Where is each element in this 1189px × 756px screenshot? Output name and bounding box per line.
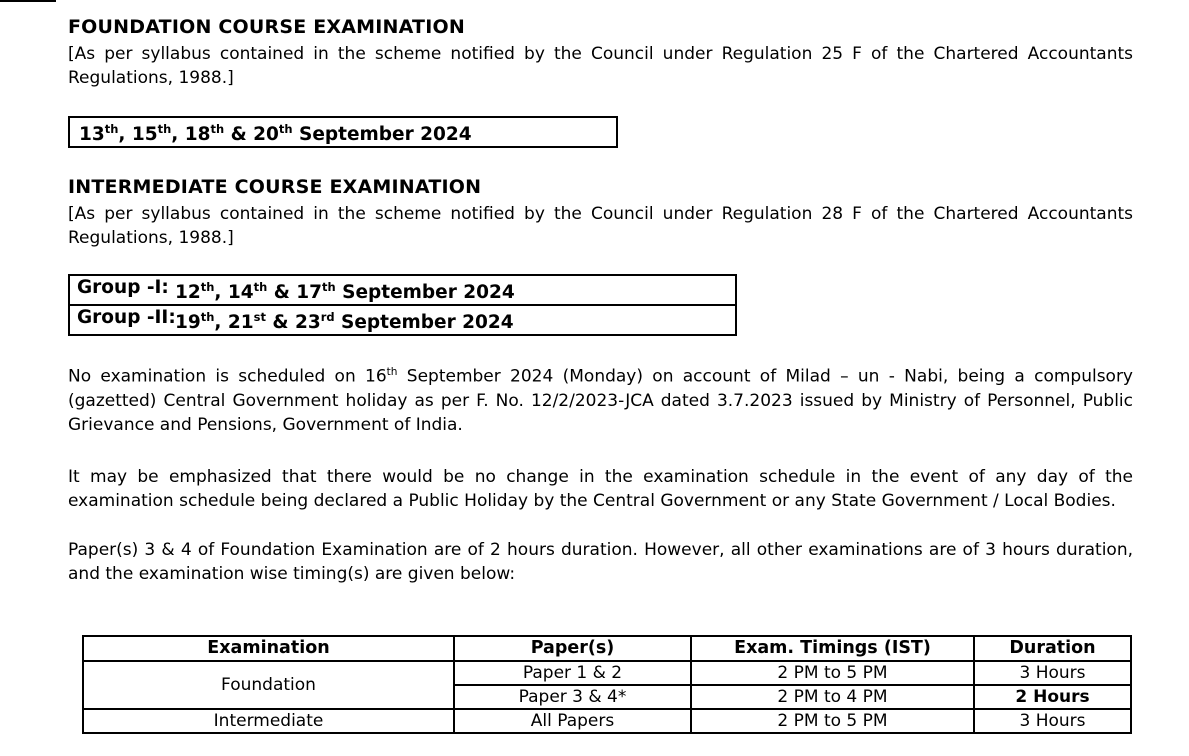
cell-duration-row1: 3 Hours [974,661,1131,685]
foundation-heading: FOUNDATION COURSE EXAMINATION [68,16,465,38]
table-row-intermediate [83,709,1131,733]
timings-table-header-row [83,636,1131,661]
group-2-dates: 19th, 21st & 23rd September 2024 [175,310,514,334]
cell-papers-1-2: Paper 1 & 2 [454,661,691,685]
header-duration: Duration [974,636,1131,661]
table-row-foundation-1 [83,661,1131,685]
group-2-label: Group -II: [77,307,176,329]
cell-duration-row2: 2 Hours [974,685,1131,709]
cell-timings-row2: 2 PM to 4 PM [691,685,974,709]
cell-timings-row1: 2 PM to 5 PM [691,661,974,685]
page-border-fragment [0,0,56,2]
cell-papers-all: All Papers [454,709,691,733]
foundation-syllabus-note: [As per syllabus contained in the scheme notified by the Council under Regulation 25 F of the Chartered Accountants Regulations, 1988.] [68,44,1133,88]
cell-examination-intermediate: Intermediate [83,709,454,733]
timings-table [82,635,1132,734]
cell-duration-row3: 3 Hours [974,709,1131,733]
group-1-label: Group -I: [77,277,169,299]
intermediate-syllabus-note: [As per syllabus contained in the scheme notified by the Council under Regulation 28 F of the Chartered Accountants Regulations, 1988.] [68,204,1133,249]
intermediate-groups-box [68,274,737,336]
cell-examination-foundation: Foundation [83,661,454,709]
foundation-dates: 13th, 15th, 18th & 20th September 2024 [79,122,472,146]
group-1-row [70,276,735,304]
header-examination: Examination [83,636,454,661]
header-papers: Paper(s) [454,636,691,661]
group-1-dates: 12th, 14th & 17th September 2024 [175,280,515,304]
no-change-paragraph: It may be emphasized that there would be no change in the examination schedule in the event of any day of the examination schedule being declared a Public Holiday by the Central Government or any State Government / Local Bodies. [68,467,1133,512]
header-timings: Exam. Timings (IST) [691,636,974,661]
foundation-dates-box [68,116,618,148]
holiday-note-paragraph: No examination is scheduled on 16th September 2024 (Monday) on account of Milad – un - Nabi, being a compulsory (gazetted) Central Government holiday as per F. No. 12/2/2023-JCA dated 3.7.2023 issued by Ministry of Personnel, Public Grievance and Pensions, Government of India. [68,366,1133,436]
intermediate-heading: INTERMEDIATE COURSE EXAMINATION [68,176,482,199]
cell-papers-3-4: Paper 3 & 4* [454,685,691,709]
cell-timings-row3: 2 PM to 5 PM [691,709,974,733]
timings-intro-paragraph: Paper(s) 3 & 4 of Foundation Examination are of 2 hours duration. However, all other examinations are of 3 hours duration, and the examination wise timing(s) are given below: [68,540,1133,585]
group-2-row [70,304,735,334]
